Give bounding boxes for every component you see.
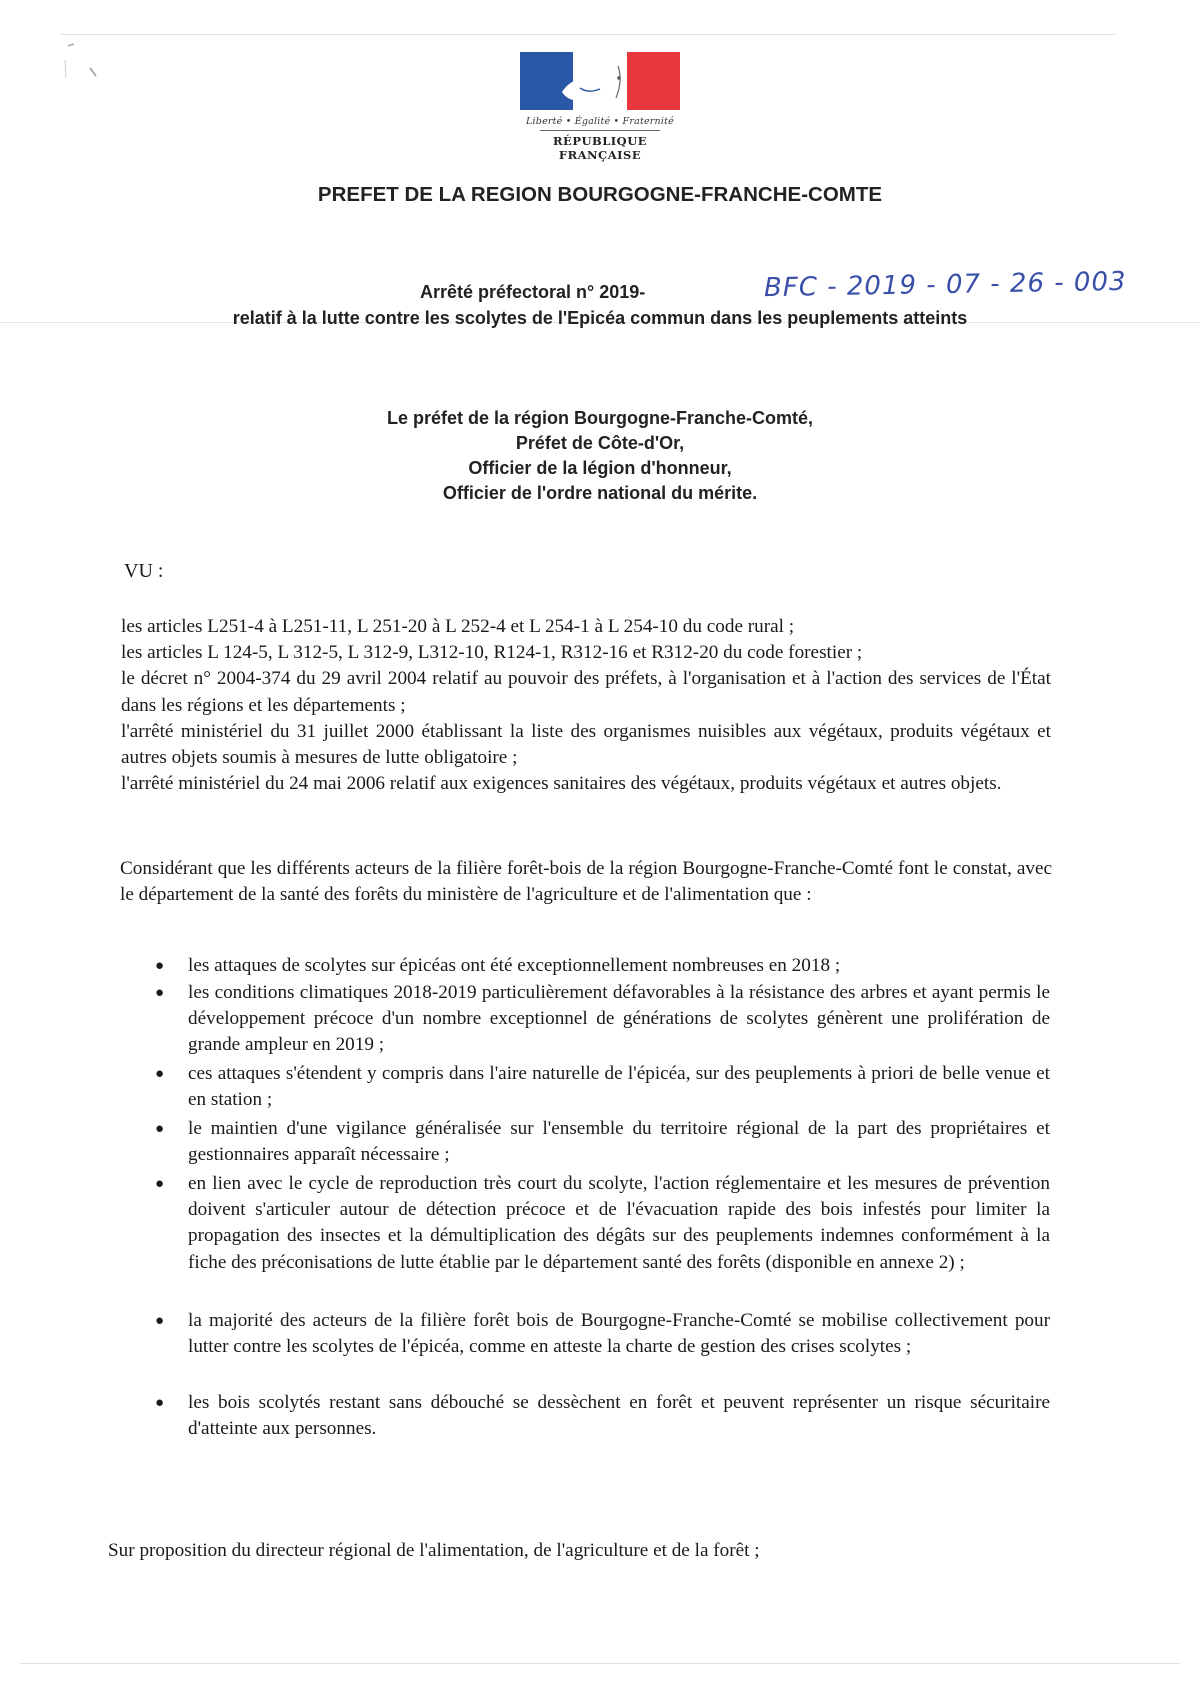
- scan-mark: [62, 40, 102, 90]
- vu-item: l'arrêté ministériel du 24 mai 2006 relatif aux exigences sanitaires des végétaux, produits végétaux et autres objets.: [121, 773, 1002, 795]
- republic-name: RÉPUBLIQUE FRANÇAISE: [553, 134, 647, 162]
- bullet-icon: ●: [155, 1395, 165, 1411]
- vu-item: les articles L 124-5, L 312-5, L 312-9, L312-10, R124-1, R312-16 et R312-20 du code forestier ;: [121, 642, 863, 664]
- vu-item: l'arrêté ministériel du 31 juillet 2000 établissant la liste des organismes nuisibles aux végétaux, produits végétaux et autres objets soumis à mesures de lutte obligatoire ;: [121, 720, 1051, 769]
- considerant-item: ● les bois scolytés restant sans débouché se dessèchent en forêt et peuvent représenter un risque sécuritaire d'atteinte aux personnes.: [155, 1392, 1050, 1440]
- arrete-object: relatif à la lutte contre les scolytes de l'Epicéa commun dans les peuplements atteints: [232, 308, 968, 328]
- republic-motto: Liberté • Égalité • Fraternité: [526, 116, 674, 127]
- considerant-item: ● en lien avec le cycle de reproduction très court du scolyte, l'action réglementaire et les mesures de prévention doivent s'articuler autour de détection précoce et de l'évacuation rapide des bois infestés pour limiter la propagation des insectes et la démultiplication des dégâts sur des peuplements indemnes conformément à la fiche des préconisations de lutte établie par le département santé des forêts (disponible en annexe 2) ;: [155, 1173, 1050, 1273]
- scan-edge-line: [20, 1663, 1180, 1664]
- vu-list: [121, 614, 1051, 797]
- handwritten-arrete-number: BFC - 2019 - 07 - 26 - 003: [763, 266, 1127, 304]
- vu-label: VU :: [124, 560, 164, 582]
- vu-item: le décret n° 2004-374 du 29 avril 2004 relatif au pouvoir des préfets, à l'organisation et à l'action des services de l'État dans les régions et les départements ;: [121, 668, 1051, 716]
- bullet-icon: ●: [155, 1121, 165, 1137]
- prefet-title-line: Officier de la légion d'honneur,: [468, 458, 732, 478]
- considerant-item: ● la majorité des acteurs de la filière forêt bois de Bourgogne-Franche-Comté se mobilise collectivement pour lutter contre les scolytes de l'épicéa, comme en atteste la charte de gestion des crises scolytes ;: [155, 1310, 1050, 1358]
- bullet-icon: ●: [155, 1176, 165, 1192]
- considerant-item: ● le maintien d'une vigilance généralisée sur l'ensemble du territoire régional de la part des propriétaires et gestionnaires apparaît nécessaire ;: [155, 1118, 1050, 1166]
- scan-edge-line: [60, 34, 1115, 35]
- bullet-icon: ●: [155, 958, 165, 974]
- closing-proposal: Sur proposition du directeur régional de l'alimentation, de l'agriculture et de la forêt ;: [108, 1540, 760, 1561]
- considerant-item: ● les conditions climatiques 2018-2019 particulièrement défavorables à la résistance des arbres et ayant permis le développement précoce d'un nombre exceptionnel de générations de scolytes génèrent une prolifération de grande ampleur en 2019 ;: [155, 982, 1050, 1056]
- considerant-item: ● ces attaques s'étendent y compris dans l'aire naturelle de l'épicéa, sur des peuplements à priori de belle venue et en station ;: [155, 1063, 1050, 1111]
- logo-divider: [540, 130, 660, 131]
- prefet-title-line: Officier de l'ordre national du mérite.: [442, 483, 758, 503]
- considerant-intro: Considérant que les différents acteurs de la filière forêt-bois de la région Bourgogne-Franche-Comté font le constat, avec le département de la santé des forêts du ministère de l'agriculture et de l'alimentation que :: [120, 858, 1052, 906]
- prefet-titles: [0, 406, 1200, 506]
- bullet-icon: ●: [155, 1313, 165, 1329]
- french-flag-icon: [520, 52, 680, 110]
- considerant-item: ● les attaques de scolytes sur épicéas ont été exceptionnellement nombreuses en 2018 ;: [188, 953, 1050, 979]
- arrete-number-label: Arrêté préfectoral n° 2019-: [420, 282, 646, 302]
- vu-item: les articles L251-4 à L251-11, L 251-20 à L 252-4 et L 254-1 à L 254-10 du code rural ;: [121, 616, 795, 637]
- marianne-logo: [515, 52, 685, 162]
- bullet-icon: ●: [155, 985, 165, 1001]
- bullet-icon: ●: [155, 1066, 165, 1082]
- prefecture-title: PREFET DE LA REGION BOURGOGNE-FRANCHE-COMTE: [317, 183, 883, 206]
- prefet-title-line: Préfet de Côte-d'Or,: [515, 433, 685, 453]
- prefet-title-line: Le préfet de la région Bourgogne-Franche-Comté,: [386, 408, 814, 428]
